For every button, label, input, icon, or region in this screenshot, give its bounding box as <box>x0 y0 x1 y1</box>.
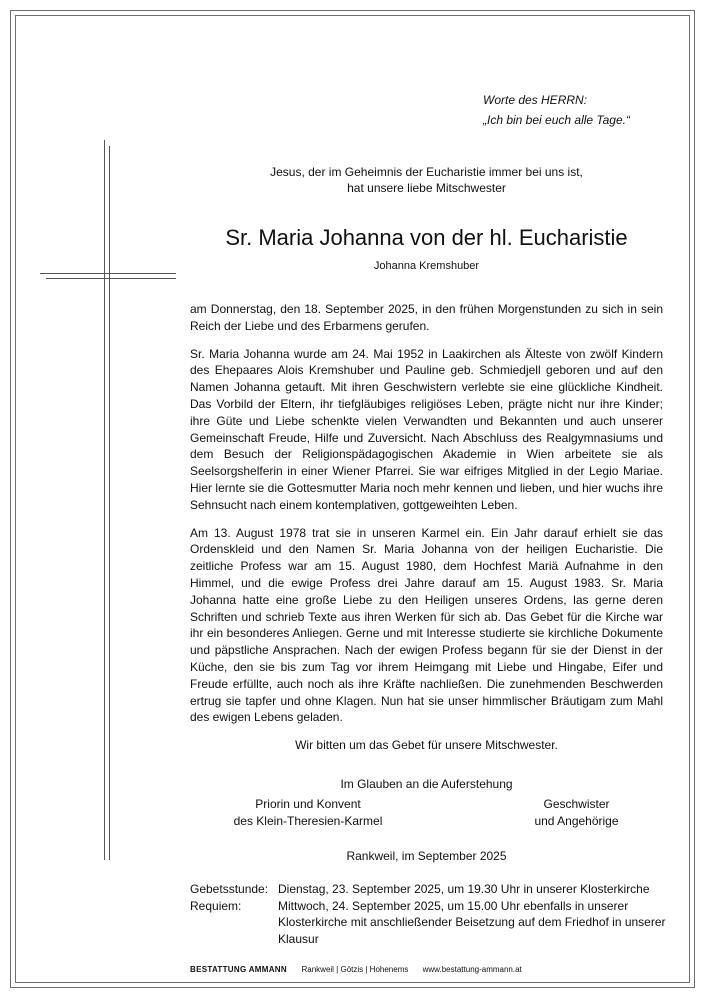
intro-line-1: Jesus, der im Geheimnis der Eucharistie immer bei uns ist, <box>270 165 583 179</box>
motto-line-2: „Ich bin bei euch alle Tage.“ <box>483 113 630 127</box>
funeral-home-footer <box>190 965 670 975</box>
paragraph-death-notice: am Donnerstag, den 18. September 2025, in den frühen Morgenstunden zu sich in sein Reich der Liebe und des Erbarmens gerufen. <box>190 302 663 333</box>
paragraph-religious-life: Am 13. August 1978 trat sie in unseren Karmel ein. Ein Jahr darauf erhielt sie das Ordenskleid und den Namen Sr. Maria Johanna von der heiligen Eucharistie. Die zeitliche Profess war am 15. August 1980, dem Hochfest Mariä Aufnahme in den Himmel, und die ewige Profess drei Jahre darauf am 15. August 1983. Sr. Maria Johanna hatte eine große Liebe zu den Heiligen unseres Ordens, las gerne deren Schriften und schrieb Texte aus ihren Werken für sich ab. Das Gebet für die Kirche war ihr ein besonderes Anliegen. Gerne und mit Interesse studierte sie kirchliche Dokumente und päpstliche Ansprachen. Nach der ewigen Profess begann für sie der Dienst in der Küche, den sie bis zum Tag vor ihrem Heimgang mit Liebe und Hingabe, Eifer und Freude erfüllte, auch noch als ihre Kräfte nachließen. Die zunehmenden Beschwerden ertrug sie tapfer und ohne Klagen. Nun hat sie unser himmlischer Bräutigam zum Mahl des ewigen Lebens geladen. <box>190 525 663 725</box>
obituary-body <box>190 301 663 804</box>
cross-icon <box>40 140 180 860</box>
intro-line-2: hat unsere liebe Mitschwester <box>347 181 506 195</box>
signatory-convent <box>190 796 426 830</box>
faith-line: Im Glauben an die Auferstehung <box>340 776 513 791</box>
service-schedule <box>190 881 670 947</box>
prayer-request: Wir bitten um das Gebet für unsere Mitschwester. <box>295 738 558 753</box>
service-text: Dienstag, 23. September 2025, um 19.30 Uhr in unserer Klosterkirche <box>278 882 650 896</box>
service-text: Mittwoch, 24. September 2025, um 15.00 Uhr ebenfalls in unserer Klosterkirche mit anschließender Beisetzung auf dem Friedhof in unserer Klausur <box>278 898 666 946</box>
funeral-home-website[interactable]: www.bestattung-ammann.at <box>422 965 522 974</box>
signatory-convent-line-1: Priorin und Konvent <box>255 797 361 811</box>
service-row <box>190 881 670 898</box>
brand-part-2: AMMANN <box>248 965 287 974</box>
funeral-home-brand <box>190 965 290 974</box>
service-label: Gebetsstunde: <box>190 882 269 896</box>
intro-text <box>190 164 663 196</box>
service-row <box>190 898 670 948</box>
signatory-family <box>490 796 663 830</box>
paragraph-biography: Sr. Maria Johanna wurde am 24. Mai 1952 in Laakirchen als Älteste von zwölf Kindern des Ehepaares Alois Kremshuber und Pauline geb. Schmiedjell geboren und auf den Namen Johanna getauft. Mit ihren Geschwistern verlebte sie eine glückliche Kindheit. Das Vorbild der Eltern, ihr tiefgläubiges religiöses Leben, prägte nicht nur ihre Kinder; ihre Güte und Liebe schenkte vielen Verwandten und Bekannten und auch unserer Gemeinschaft Freude, Hilfe und Zuversicht. Nach Abschluss des Realgymnasiums und dem Besuch der Religionspädagogischen Akademie in Wien arbeitete sie als Seelsorgshelferin in einer Wiener Pfarrei. Sie war eifriges Mitglied in der Legio Mariae. Hier lernte sie die Gottesmutter Maria noch mehr kennen und lieben, und hier wuchs ihre Sehnsucht nach einem kontemplativen, gottgeweihten Leben. <box>190 346 663 512</box>
brand-part-1: BESTATTUNG <box>190 965 247 974</box>
funeral-home-locations: Rankweil | Götzis | Hohenems <box>301 965 409 974</box>
signatory-convent-line-2: des Klein-Theresien-Karmel <box>233 814 383 828</box>
scripture-motto <box>483 90 683 130</box>
signatories <box>190 796 663 832</box>
service-label: Requiem: <box>190 898 242 913</box>
signatory-family-line-2: und Angehörige <box>534 814 619 828</box>
motto-line-1: Worte des HERRN: <box>483 93 588 107</box>
deceased-name: Sr. Maria Johanna von der hl. Eucharistie <box>225 225 628 250</box>
civil-name: Johanna Kremshuber <box>373 260 480 272</box>
signatory-family-line-1: Geschwister <box>543 797 610 811</box>
place-date: Rankweil, im September 2025 <box>346 849 507 863</box>
